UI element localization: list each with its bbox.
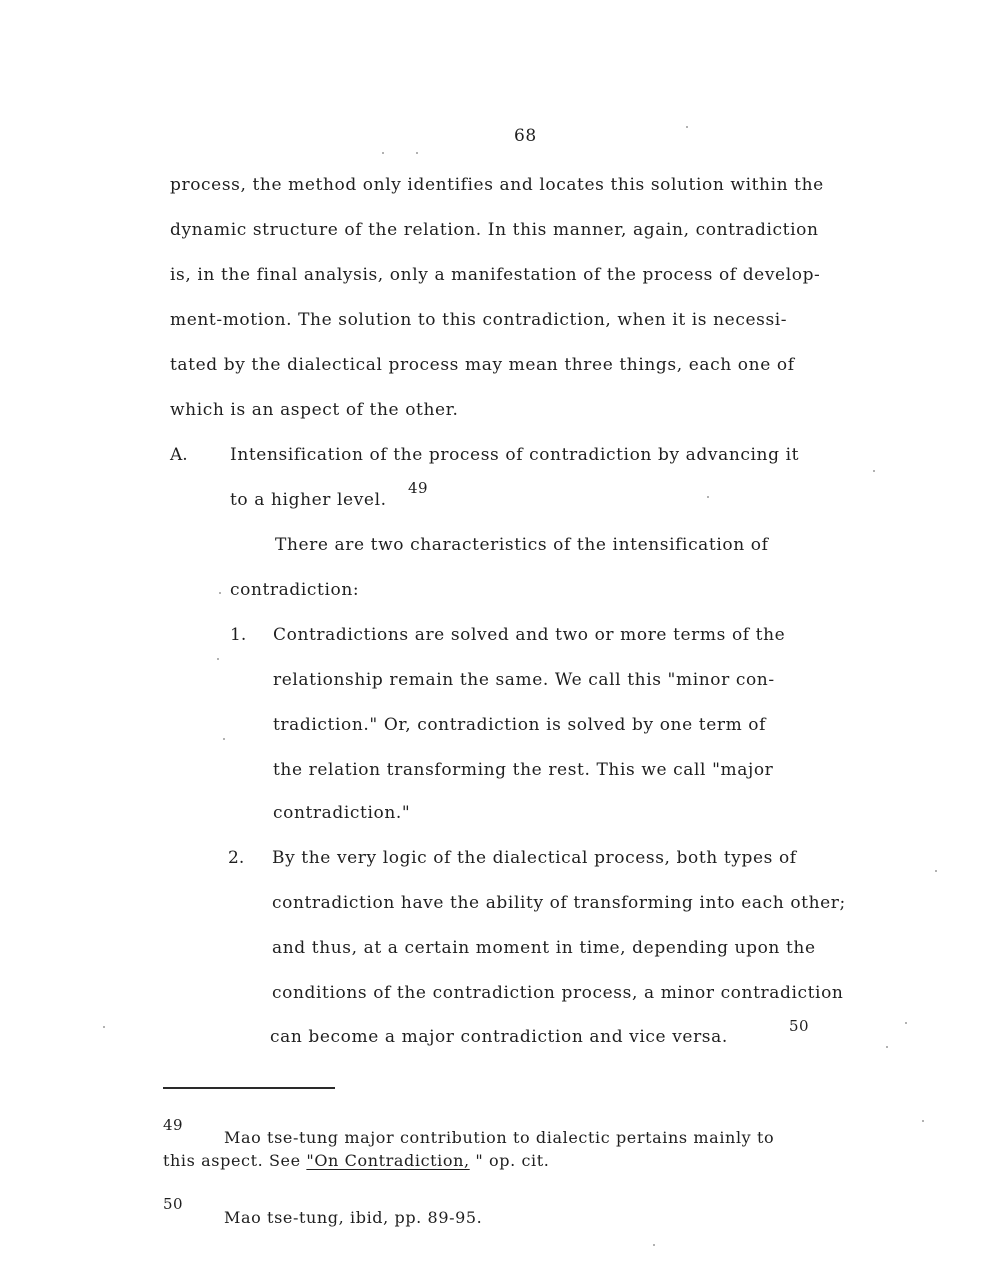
section-heading-line: Intensification of the process of contradiction by advancing it xyxy=(230,445,800,465)
list-item-line: By the very logic of the dialectical process, both types of xyxy=(272,848,797,868)
cited-work-title: "On Contradiction, xyxy=(306,1151,470,1170)
section-marker: A. xyxy=(170,445,188,465)
body-line: dynamic structure of the relation. In this manner, again, contradiction xyxy=(170,220,819,240)
footnote-text: Mao tse-tung, ibid, pp. 89-95. xyxy=(224,1208,483,1227)
list-item-line: can become a major contradiction and vice versa. xyxy=(270,1027,728,1047)
footnote-number: 49 xyxy=(163,1116,184,1134)
footnote-text-suffix: " op. cit. xyxy=(469,1151,550,1170)
scan-speck xyxy=(707,496,709,498)
list-marker: 1. xyxy=(230,625,247,645)
list-item-line: Contradictions are solved and two or more terms of the xyxy=(273,625,786,645)
body-line: is, in the final analysis, only a manifestation of the process of develop- xyxy=(170,265,821,285)
scan-speck xyxy=(873,470,875,472)
body-line: tated by the dialectical process may mean three things, each one of xyxy=(170,355,795,375)
scan-speck xyxy=(103,1026,105,1028)
section-heading-line: to a higher level. xyxy=(230,490,387,510)
intro-line: There are two characteristics of the intensification of xyxy=(275,535,769,555)
list-item-line: contradiction." xyxy=(273,803,411,823)
footnote-reference: 50 xyxy=(789,1017,810,1035)
list-item-line: and thus, at a certain moment in time, depending upon the xyxy=(272,938,816,958)
body-line: ment-motion. The solution to this contradiction, when it is necessi- xyxy=(170,310,788,330)
list-item-line: tradiction." Or, contradiction is solved by one term of xyxy=(273,715,767,735)
list-item-line: contradiction have the ability of transforming into each other; xyxy=(272,893,846,913)
scan-speck xyxy=(217,658,219,660)
scan-speck xyxy=(922,1120,924,1122)
footnote-number: 50 xyxy=(163,1195,184,1213)
footnote-text: Mao tse-tung major contribution to dialectic pertains mainly to xyxy=(224,1128,775,1147)
scan-speck xyxy=(382,152,384,154)
scan-speck xyxy=(886,1046,888,1048)
footnote-divider xyxy=(163,1087,335,1089)
scan-speck xyxy=(219,592,221,594)
scan-speck xyxy=(935,870,937,872)
list-item-line: the relation transforming the rest. This we call "major xyxy=(273,760,774,780)
footnote-reference: 49 xyxy=(408,479,429,497)
scan-speck xyxy=(686,126,688,128)
list-item-line: conditions of the contradiction process, a minor contradiction xyxy=(272,983,844,1003)
list-marker: 2. xyxy=(228,848,245,868)
scan-speck xyxy=(653,1244,655,1246)
scan-speck xyxy=(416,152,418,154)
page-number: 68 xyxy=(514,126,537,146)
scan-speck xyxy=(223,738,225,740)
footnote-text xyxy=(163,1151,550,1171)
intro-line: contradiction: xyxy=(230,580,360,600)
list-item-line: relationship remain the same. We call this "minor con- xyxy=(273,670,775,690)
body-line: process, the method only identifies and locates this solution within the xyxy=(170,175,824,195)
scan-speck xyxy=(905,1022,907,1024)
footnote-text-prefix: this aspect. See xyxy=(163,1151,307,1170)
body-line: which is an aspect of the other. xyxy=(170,400,459,420)
